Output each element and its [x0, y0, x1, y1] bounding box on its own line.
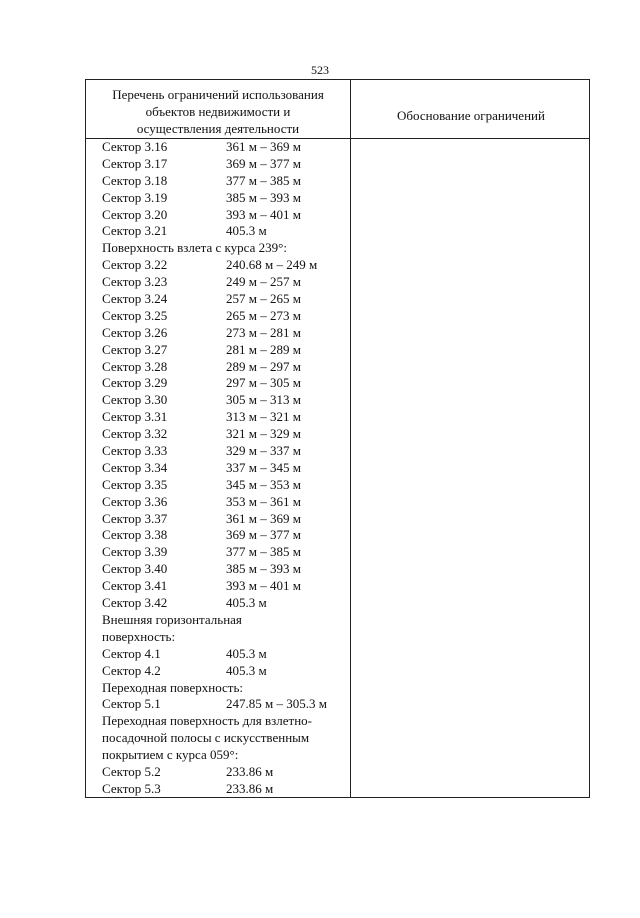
- table-row: [102, 612, 348, 629]
- table-row: [102, 274, 348, 291]
- sector-label: Сектор 3.33: [102, 443, 168, 459]
- height-range: 240.68 м – 249 м: [226, 257, 318, 273]
- table-row: [102, 190, 348, 207]
- height-range: 405.3 м: [226, 662, 267, 678]
- table-row: [102, 409, 348, 426]
- table-row: [102, 595, 348, 612]
- header-restrictions-list: [86, 86, 350, 137]
- sector-label: Сектор 3.42: [102, 595, 168, 611]
- height-range: 353 м – 361 м: [226, 493, 301, 509]
- sector-label: Сектор 3.20: [102, 206, 168, 222]
- table-row: [102, 713, 348, 730]
- header-left-line: Перечень ограничений использования: [112, 87, 324, 102]
- sector-label: Переходная поверхность для взлетно-: [102, 713, 312, 729]
- height-range: 369 м – 377 м: [226, 155, 301, 171]
- sector-label: Сектор 3.16: [102, 139, 168, 154]
- height-range: 289 м – 297 м: [226, 358, 301, 374]
- table-row: [102, 308, 348, 325]
- height-range: 385 м – 393 м: [226, 561, 301, 577]
- height-range: 297 м – 305 м: [226, 375, 301, 391]
- table-row: [102, 173, 348, 190]
- table-row: [102, 730, 348, 747]
- sector-label: Сектор 3.27: [102, 341, 168, 357]
- table-row: [102, 460, 348, 477]
- sector-label: Сектор 3.29: [102, 375, 168, 391]
- sector-label: Сектор 5.2: [102, 763, 161, 779]
- table-row: [102, 781, 348, 798]
- sector-label: Сектор 3.24: [102, 291, 168, 307]
- restrictions-table: [85, 79, 590, 798]
- height-range: 247.85 м – 305.3 м: [226, 696, 327, 712]
- sector-label: Сектор 3.17: [102, 155, 168, 171]
- height-range: 393 м – 401 м: [226, 578, 301, 594]
- table-row: [102, 663, 348, 680]
- sector-label: Сектор 3.37: [102, 510, 168, 526]
- sector-label: Сектор 3.30: [102, 392, 168, 408]
- table-row: [102, 747, 348, 764]
- table-row: [102, 544, 348, 561]
- sector-label: Поверхность взлета с курса 239°:: [102, 240, 287, 256]
- sector-label: Сектор 3.40: [102, 561, 168, 577]
- height-range: 257 м – 265 м: [226, 291, 301, 307]
- page-number: 523: [311, 63, 329, 77]
- sector-label: Сектор 3.18: [102, 172, 168, 188]
- sector-label: Сектор 3.36: [102, 493, 168, 509]
- sector-label: Сектор 3.22: [102, 257, 168, 273]
- header-left-line: осуществления деятельности: [136, 121, 300, 136]
- column-divider: [350, 80, 351, 797]
- sector-label: поверхность:: [102, 628, 176, 644]
- height-range: 233.86 м: [226, 763, 274, 779]
- sector-label: Внешняя горизонтальная: [102, 611, 242, 627]
- table-row: [102, 139, 348, 156]
- height-range: 361 м – 369 м: [226, 510, 301, 526]
- table-row: [102, 511, 348, 528]
- sector-label: Сектор 3.41: [102, 578, 168, 594]
- height-range: 405.3 м: [226, 645, 267, 661]
- sector-label: Сектор 3.38: [102, 527, 168, 543]
- sector-label: Сектор 3.19: [102, 189, 168, 205]
- height-range: 233.86 м: [226, 780, 274, 796]
- table-row: [102, 207, 348, 224]
- height-range: 281 м – 289 м: [226, 341, 301, 357]
- table-row: [102, 561, 348, 578]
- sector-label: посадочной полосы с искусственным: [102, 730, 310, 746]
- height-range: 405.3 м: [226, 595, 267, 611]
- sector-list: [102, 139, 348, 798]
- table-row: [102, 291, 348, 308]
- height-range: 393 м – 401 м: [226, 206, 301, 222]
- height-range: 305 м – 313 м: [226, 392, 301, 408]
- table-row: [102, 392, 348, 409]
- height-range: 249 м – 257 м: [226, 274, 301, 290]
- height-range: 377 м – 385 м: [226, 172, 301, 188]
- sector-label: Сектор 3.21: [102, 223, 168, 239]
- sector-label: Переходная поверхность:: [102, 679, 244, 695]
- sector-label: Сектор 3.26: [102, 324, 168, 340]
- height-range: 405.3 м: [226, 223, 267, 239]
- table-row: [102, 426, 348, 443]
- height-range: 273 м – 281 м: [226, 324, 301, 340]
- table-row: [102, 696, 348, 713]
- height-range: 345 м – 353 м: [226, 476, 301, 492]
- table-row: [102, 156, 348, 173]
- height-range: 329 м – 337 м: [226, 443, 301, 459]
- height-range: 377 м – 385 м: [226, 544, 301, 560]
- table-row: [102, 680, 348, 697]
- sector-label: Сектор 5.3: [102, 780, 161, 796]
- height-range: 313 м – 321 м: [226, 409, 301, 425]
- sector-label: Сектор 3.32: [102, 426, 168, 442]
- sector-label: Сектор 3.28: [102, 358, 168, 374]
- sector-label: Сектор 3.34: [102, 459, 168, 475]
- sector-label: Сектор 3.35: [102, 476, 168, 492]
- sector-label: Сектор 5.1: [102, 696, 161, 712]
- table-row: [102, 375, 348, 392]
- header-left-line: объектов недвижимости и: [145, 104, 291, 119]
- sector-label: покрытием с курса 059°:: [102, 747, 239, 763]
- table-row: [102, 578, 348, 595]
- height-range: 361 м – 369 м: [226, 139, 301, 154]
- table-row: [102, 646, 348, 663]
- table-row: [102, 629, 348, 646]
- table-row: [102, 764, 348, 781]
- header-justification: Обоснование ограничений: [397, 108, 545, 123]
- table-row: [102, 325, 348, 342]
- sector-label: Сектор 3.25: [102, 307, 168, 323]
- height-range: 265 м – 273 м: [226, 307, 301, 323]
- table-row: [102, 359, 348, 376]
- table-row: [102, 477, 348, 494]
- height-range: 337 м – 345 м: [226, 459, 301, 475]
- table-row: [102, 443, 348, 460]
- sector-label: Сектор 4.1: [102, 645, 161, 661]
- height-range: 321 м – 329 м: [226, 426, 301, 442]
- sector-label: Сектор 4.2: [102, 662, 161, 678]
- table-row: [102, 240, 348, 257]
- height-range: 369 м – 377 м: [226, 527, 301, 543]
- height-range: 385 м – 393 м: [226, 189, 301, 205]
- table-row: [102, 494, 348, 511]
- sector-label: Сектор 3.39: [102, 544, 168, 560]
- table-row: [102, 257, 348, 274]
- table-row: [102, 223, 348, 240]
- sector-label: Сектор 3.31: [102, 409, 168, 425]
- table-row: [102, 527, 348, 544]
- sector-label: Сектор 3.23: [102, 274, 168, 290]
- table-row: [102, 342, 348, 359]
